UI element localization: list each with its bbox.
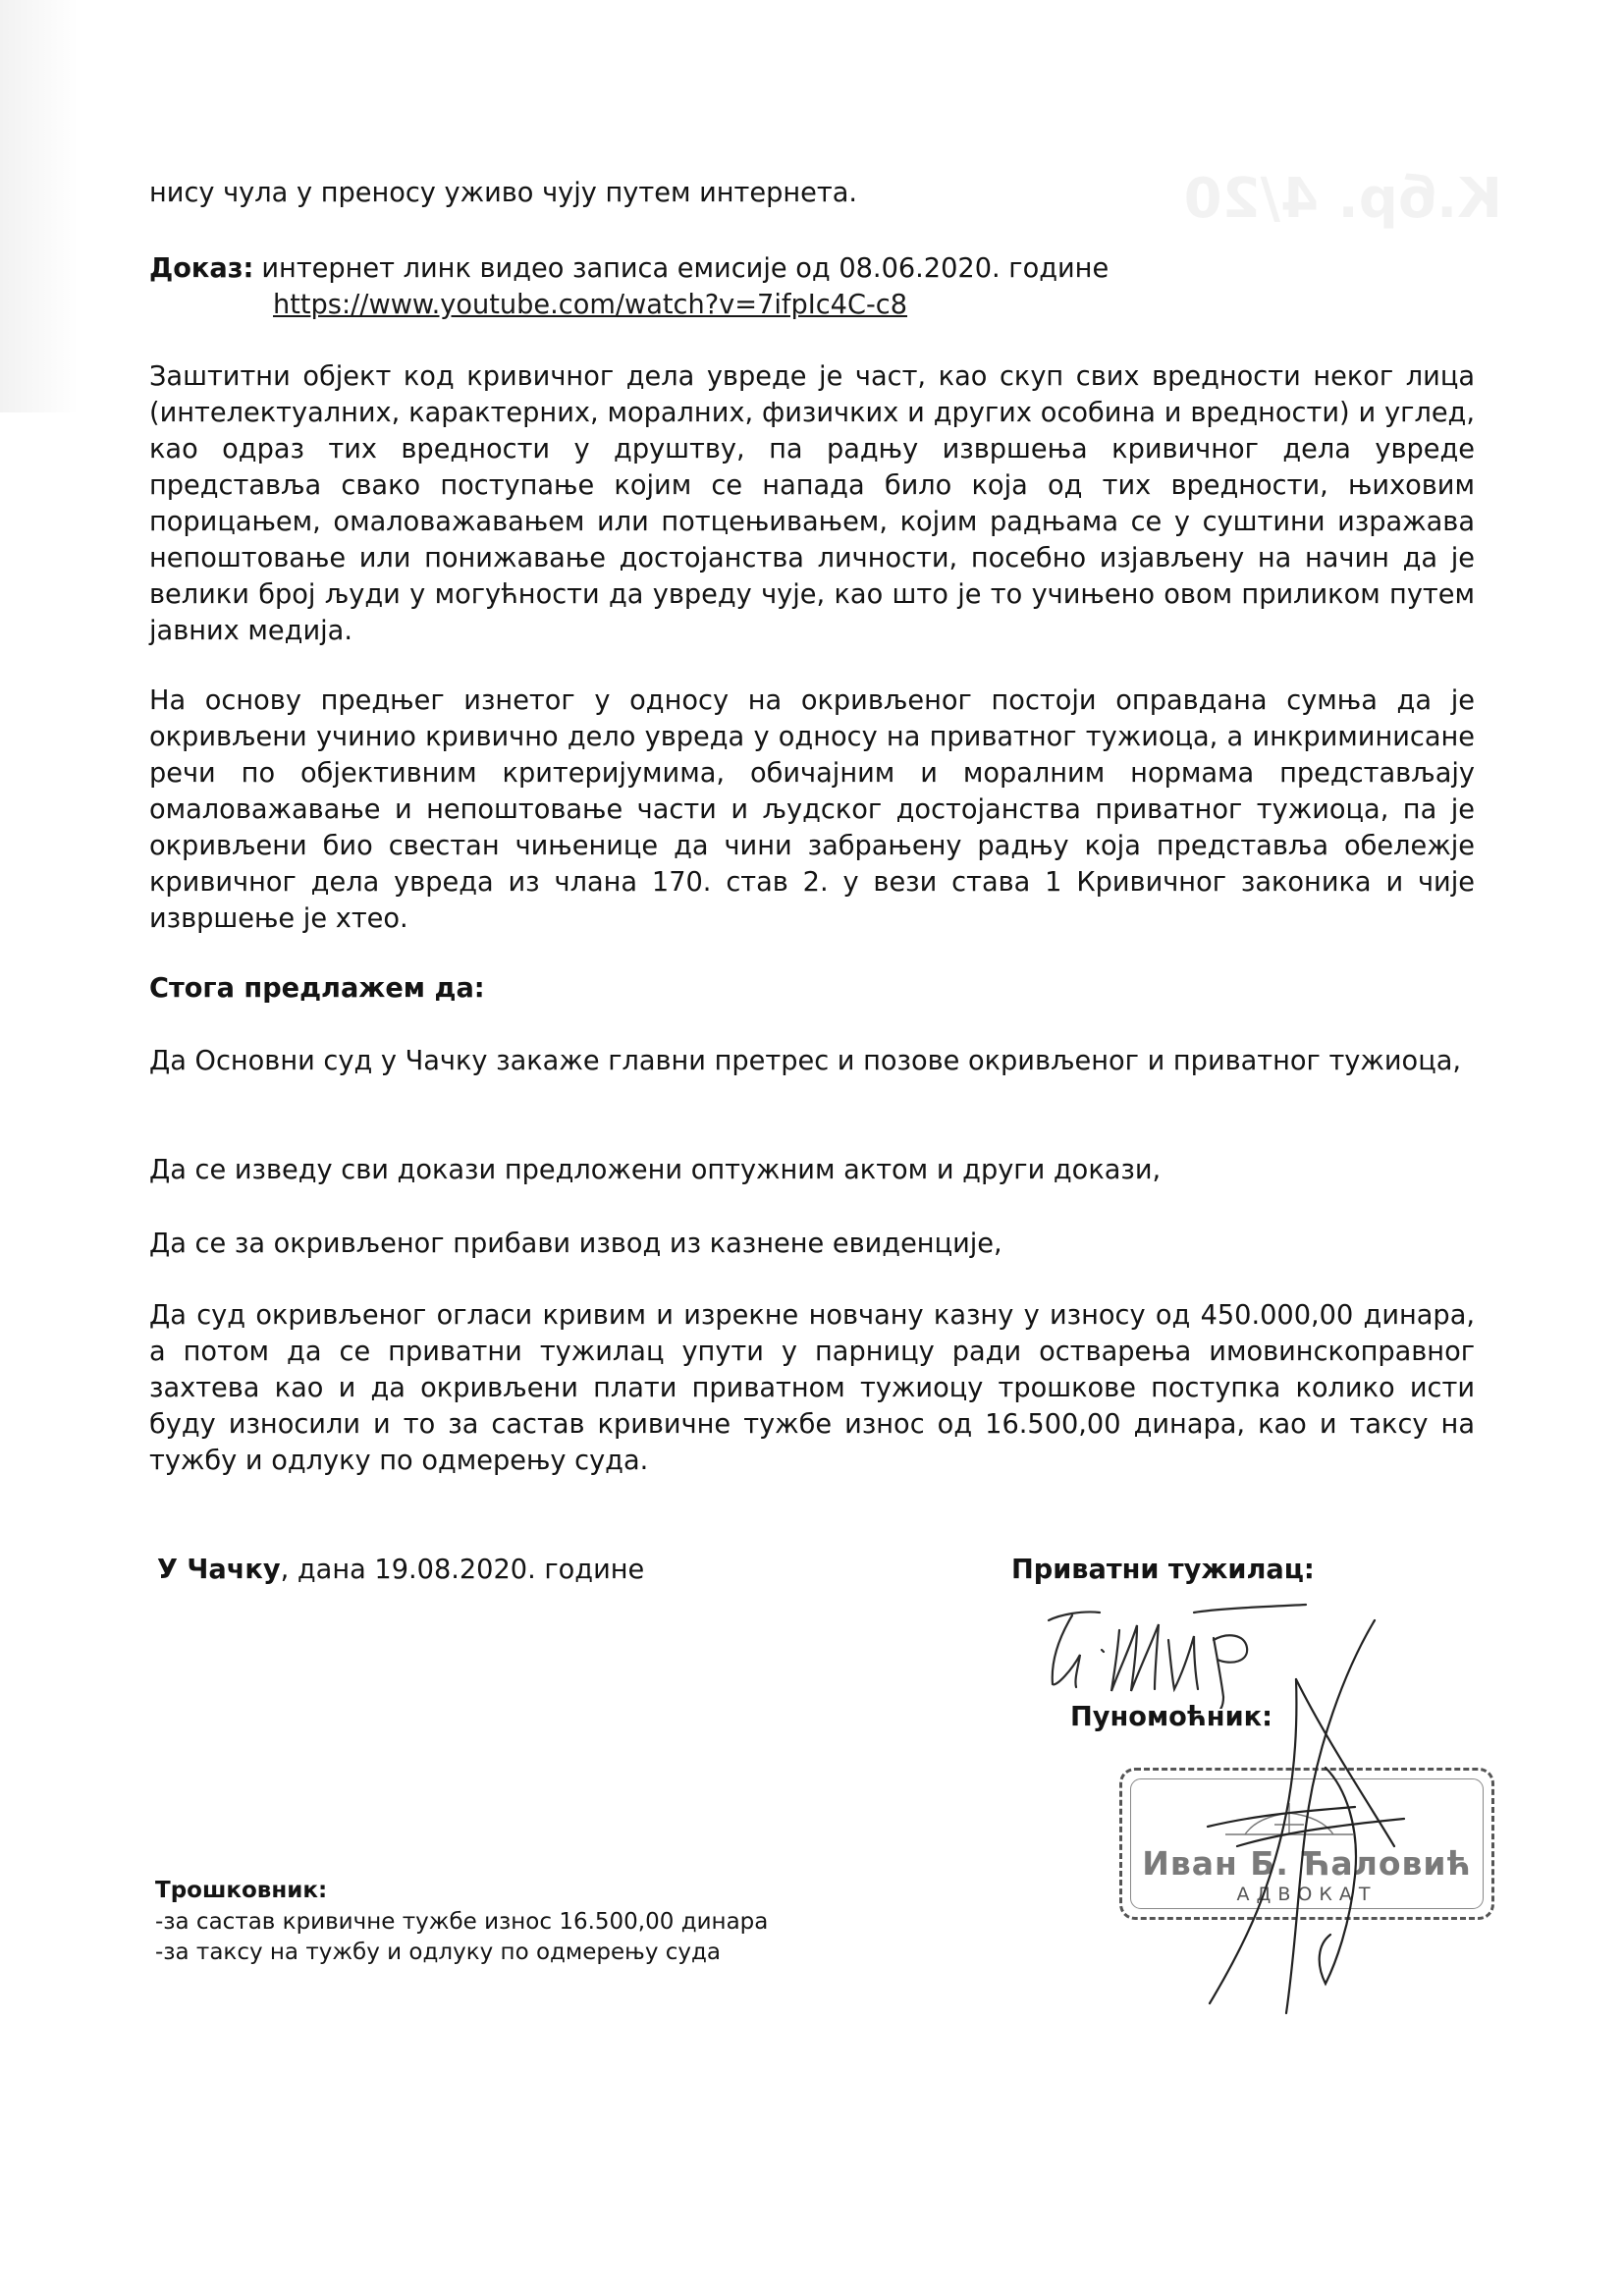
stamp-title: АДВОКАТ: [1236, 1884, 1378, 1905]
proposal-item: Да се изведу сви докази предложени оптужним актом и други докази,: [149, 1155, 1162, 1185]
proposal-item: Да суд окривљеног огласи кривим и изрекне новчану казну у износу од 450.000,00 динара, а потом да се приватни тужилац упути у парницу ради остварења имовинскоправног захтева као и да окривљени плати приватном тужиоцу трошкове поступка колико исти буду износили и то за састав кривичне тужбе износ од 16.500,00 динара, као и таксу на тужбу и одлуку по одмерењу суда.: [149, 1300, 1475, 1476]
reverse-side-bleed: К.бр. 4/20: [1183, 167, 1502, 231]
stamp-name: Иван Б. Ћаловић: [1142, 1844, 1472, 1883]
proof-text: интернет линк видео записа емисије од 08.06.2020. године: [261, 253, 1110, 284]
scan-edge-shadow: [0, 0, 79, 412]
costs-item: -за састав кривичне тужбе износ 16.500,00 динара: [155, 1909, 769, 1935]
propose-heading: Стога предлажем да:: [149, 973, 485, 1004]
date-text: , дана 19.08.2020. године: [280, 1555, 645, 1585]
attorney-signature: [1149, 1591, 1434, 2062]
proposal-item: Да се за окривљеног прибави извод из казнене евиденције,: [149, 1229, 1002, 1259]
proof-link[interactable]: https://www.youtube.com/watch?v=7ifpIc4C-c8: [273, 290, 908, 320]
proof-line: [149, 250, 1475, 287]
costs-item: -за таксу на тужбу и одлуку по одмерењу суда: [155, 1940, 722, 1965]
costs-title: Трошковник:: [155, 1878, 328, 1903]
paragraph-suspicion: На основу предњег изнетог у односу на окривљеног постоји оправдана сумња да је окривљени учинио кривично дело увреда у односу на приватног тужиоца, а инкриминисане речи по објективним критеријумима, обичајним и моралним нормама представљају омаловажавање и непоштовање части и људског достојанства приватног тужиоца, па је окривљени био свестан чињенице да чини забрањену радњу која представља обележје кривичног дела увреда из члана 170. став 2. у вези става 1 Кривичног законика и чије извршење је хтео.: [149, 685, 1475, 934]
continued-line: нису чула у преносу уживо чују путем интернета.: [149, 178, 858, 208]
proposal-item: Да Основни суд у Чачку закаже главни претрес и позове окривљеног и приватног тужиоца,: [149, 1046, 1461, 1076]
paragraph-legal-object: Заштитни објект код кривичног дела увреде је част, као скуп свих вредности неког лица (интелектуалних, карактерних, моралних, физичких и других особина и вредности) и углед, као одраз тих вредности у друштву, па радњу извршења кривичног дела увреде представља свако поступање којим се напада било која од тих вредности, њиховим порицањем, омаловажавањем или потцењивањем, којим радњама се у суштини изражава непоштовање или понижавање достојанства личности, посебно изјављену на начин да је велики број људи у могућности да увреду чује, као што је то учињено овом приликом путем јавних медија.: [149, 361, 1475, 646]
proof-label: Доказ:: [149, 253, 254, 284]
attorney-label: Пуномоћник:: [1070, 1702, 1272, 1732]
place-city: У Чачку: [157, 1555, 281, 1585]
plaintiff-label: Приватни тужилац:: [1011, 1555, 1315, 1585]
place-date: [157, 1552, 644, 1588]
